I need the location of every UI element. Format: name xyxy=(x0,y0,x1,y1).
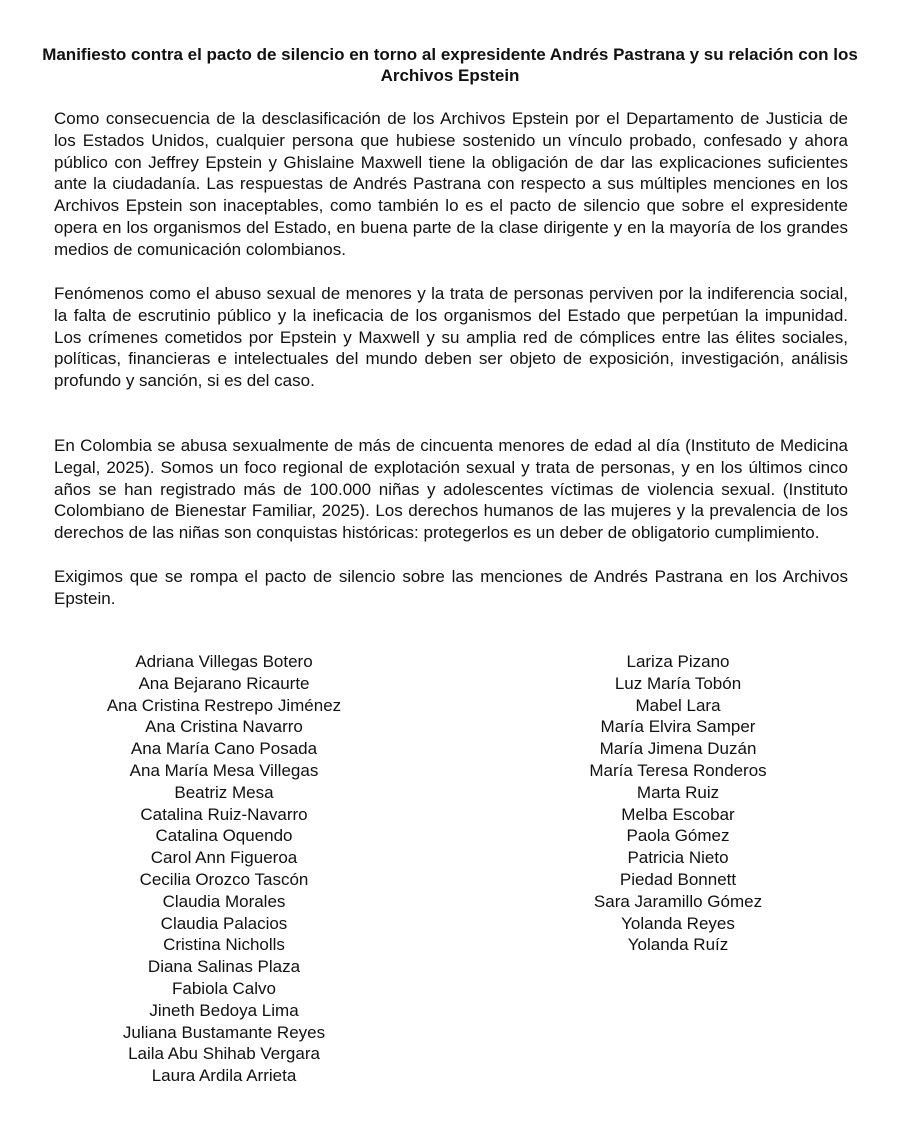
signatory: Paola Gómez xyxy=(626,826,730,846)
signatory: Ana María Mesa Villegas xyxy=(129,760,319,780)
paragraph-4: Exigimos que se rompa el pacto de silencio sobre las menciones de Andrés Pastrana en los Archivos Epstein. xyxy=(54,567,848,608)
signatory: Ana Cristina Navarro xyxy=(145,717,303,737)
signatory: Yolanda Reyes xyxy=(621,913,735,933)
signatory: Adriana Villegas Botero xyxy=(135,652,313,671)
signatory: Diana Salinas Plaza xyxy=(147,957,301,977)
signatory: Luz María Tobón xyxy=(614,673,742,693)
signatory: Ana Bejarano Ricaurte xyxy=(138,673,310,693)
signatory: Claudia Morales xyxy=(162,891,286,911)
signatory: Juliana Bustamante Reyes xyxy=(122,1022,326,1042)
signatory: Cecilia Orozco Tascón xyxy=(139,869,309,889)
signatory: María Teresa Ronderos xyxy=(589,760,767,780)
signatory: Catalina Oquendo xyxy=(155,826,293,846)
signatory: Fabiola Calvo xyxy=(172,978,276,998)
signatory: Piedad Bonnett xyxy=(619,869,737,889)
signatory: Yolanda Ruíz xyxy=(627,935,729,955)
signatories-left-column xyxy=(74,651,374,1087)
signatory: Beatriz Mesa xyxy=(174,782,274,802)
paragraph-2: Fenómenos como el abuso sexual de menores y la trata de personas perviven por la indiferencia social, la falta de escrutinio público y la ineficacia de los organismos del Estado que perpetúan la impunidad. Los crímenes cometidos por Epstein y Maxwell y su amplia red de cómplices entre las élites sociales, políticas, financieras e intelectuales del mundo deben ser objeto de exposición, investigación, análisis profundo y sanción, si es del caso. xyxy=(54,284,848,391)
signatory: Jineth Bedoya Lima xyxy=(149,1000,299,1020)
signatory: Catalina Ruiz-Navarro xyxy=(140,804,308,824)
signatory: Cristina Nicholls xyxy=(163,935,285,955)
signatory: Claudia Palacios xyxy=(160,913,288,933)
document-title: Manifiesto contra el pacto de silencio en torno al expresidente Andrés Pastrana y su relación con los Archivos Epstein xyxy=(42,45,858,85)
signatory: Laila Abu Shihab Vergara xyxy=(128,1044,320,1064)
signatory: Melba Escobar xyxy=(621,804,735,824)
signatory: Ana María Cano Posada xyxy=(130,739,318,759)
signatory: Patricia Nieto xyxy=(627,848,729,868)
signatory: Ana Cristina Restrepo Jiménez xyxy=(106,695,342,715)
signatory: Carol Ann Figueroa xyxy=(150,848,298,868)
signatory: Laura Ardila Arrieta xyxy=(151,1066,297,1086)
paragraph-3: En Colombia se abusa sexualmente de más de cincuenta menores de edad al día (Instituto de Medicina Legal, 2025). Somos un foco regional de explotación sexual y trata de personas, y en los últimos cinco años se han registrado más de 100.000 niñas y adolescentes víctimas de violencia sexual. (Instituto Colombiano de Bienestar Familiar, 2025). Los derechos humanos de las mujeres y la prevalencia de los derechos de las niñas son conquistas históricas: protegerlos es un deber de obligatorio cumplimiento. xyxy=(54,436,848,543)
signatory: María Jimena Duzán xyxy=(599,739,757,759)
signatories-right-column xyxy=(528,651,828,956)
signatory: Sara Jaramillo Gómez xyxy=(593,891,763,911)
signatory: Marta Ruiz xyxy=(636,782,720,802)
signatory: Lariza Pizano xyxy=(626,652,730,671)
signatory: María Elvira Samper xyxy=(600,717,756,737)
signatory: Mabel Lara xyxy=(635,695,721,715)
paragraph-1: Como consecuencia de la desclasificación de los Archivos Epstein por el Departamento de Justicia de los Estados Unidos, cualquier persona que hubiese sostenido un vínculo probado, confesado y ahora público con Jeffrey Epstein y Ghislaine Maxwell tiene la obligación de dar las explicaciones suficientes ante la ciudadanía. Las respuestas de Andrés Pastrana con respecto a sus múltiples menciones en los Archivos Epstein son inaceptables, como también lo es el pacto de silencio que sobre el expresidente opera en los organismos del Estado, en buena parte de la clase dirigente y en la mayoría de los grandes medios de comunicación colombianos. xyxy=(54,109,848,259)
